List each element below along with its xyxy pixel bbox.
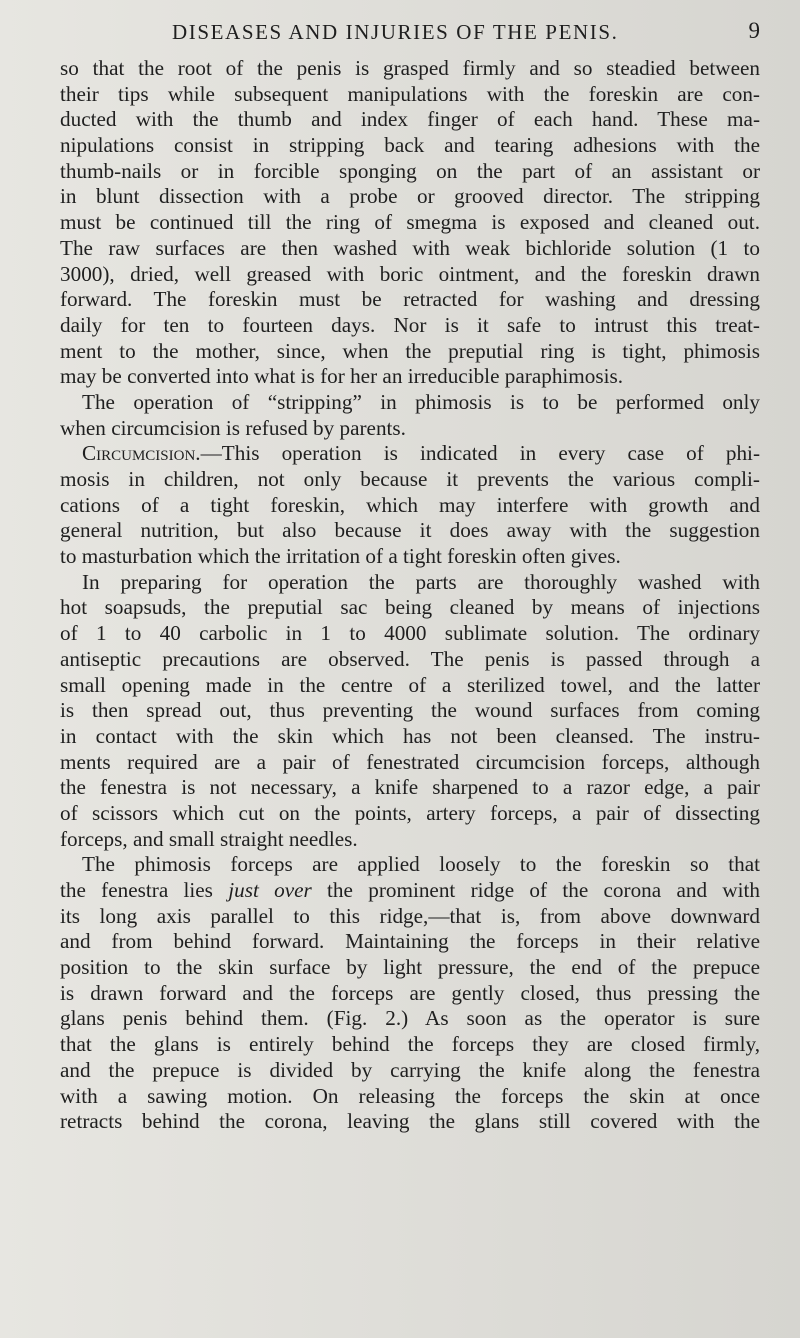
text-line: ducted with the thumb and index finger of each hand. These ma- bbox=[60, 107, 760, 132]
text-line: hot soapsuds, the preputial sac being cleaned by means of injections bbox=[60, 595, 760, 620]
text-line: of scissors which cut on the points, artery forceps, a pair of dissecting bbox=[60, 800, 760, 825]
text-run: the prominent ridge of the corona and with bbox=[311, 878, 760, 902]
text-line: glans penis behind them. (Fig. 2.) As soon as the operator is sure bbox=[60, 1006, 760, 1031]
text-line: The raw surfaces are then washed with weak bichloride solution (1 to bbox=[60, 235, 760, 260]
text-line: with a sawing motion. On releasing the forceps the skin at once bbox=[60, 1083, 760, 1108]
text-line: thumb-nails or in forcible sponging on the part of an assistant or bbox=[60, 158, 760, 183]
text-line: daily for ten to fourteen days. Nor is it safe to intrust this treat- bbox=[60, 312, 760, 337]
text-line: ments required are a pair of fenestrated circumcision forceps, although bbox=[60, 749, 760, 774]
text-line: its long axis parallel to this ridge,—that is, from above downward bbox=[60, 903, 760, 928]
text-line: nipulations consist in stripping back and tearing adhesions with the bbox=[60, 133, 760, 158]
text-line: is then spread out, thus preventing the wound surfaces from coming bbox=[60, 698, 760, 723]
section-heading-circumcision: Circumcision. bbox=[82, 441, 201, 466]
text-line: when circumcision is refused by parents. bbox=[60, 415, 406, 440]
text-line: to masturbation which the irritation of a tight foreskin often gives. bbox=[60, 544, 621, 569]
page-number: 9 bbox=[748, 18, 760, 43]
text-line: ment to the mother, since, when the preputial ring is tight, phimosis bbox=[60, 338, 760, 363]
text-line: so that the root of the penis is grasped firmly and so steadied between bbox=[60, 56, 760, 80]
text-line bbox=[60, 878, 760, 904]
text-line: may be converted into what is for her an irreducible paraphimosis. bbox=[60, 364, 624, 389]
text-line: must be continued till the ring of smegma is exposed and cleaned out. bbox=[60, 210, 760, 235]
text-line: The operation of “stripping” in phimosis is to be performed only bbox=[82, 389, 760, 414]
text-line: and the prepuce is divided by carrying the knife along the fenestra bbox=[60, 1057, 760, 1082]
text-line: of 1 to 40 carbolic in 1 to 4000 sublimate solution. The ordinary bbox=[60, 621, 760, 646]
text-run: —This operation is indicated in every case of phi- bbox=[200, 441, 760, 466]
body-text bbox=[60, 56, 760, 1135]
text-line: position to the skin surface by light pressure, the end of the prepuce bbox=[60, 955, 760, 980]
text-line: and from behind forward. Maintaining the forceps in their relative bbox=[60, 929, 760, 954]
text-line: antiseptic precautions are observed. The penis is passed through a bbox=[60, 646, 760, 671]
text-line: In preparing for operation the parts are thoroughly washed with bbox=[82, 569, 760, 594]
text-line: forward. The foreskin must be retracted for washing and dressing bbox=[60, 287, 760, 312]
text-line: forceps, and small straight needles. bbox=[60, 826, 358, 851]
emphasis-just-over: just over bbox=[228, 878, 312, 902]
text-line bbox=[60, 441, 760, 467]
text-line: in contact with the skin which has not been cleansed. The instru- bbox=[60, 723, 760, 748]
text-line: retracts behind the corona, leaving the glans still covered with the bbox=[60, 1109, 760, 1134]
text-line: is drawn forward and the forceps are gently closed, thus pressing the bbox=[60, 980, 760, 1005]
running-head bbox=[172, 14, 760, 54]
running-title: DISEASES AND INJURIES OF THE PENIS. bbox=[172, 20, 619, 44]
text-run: the fenestra lies bbox=[60, 878, 229, 902]
text-line: general nutrition, but also because it does away with the suggestion bbox=[60, 518, 760, 543]
text-line: mosis in children, not only because it prevents the various compli- bbox=[60, 467, 760, 491]
text-line: cations of a tight foreskin, which may interfere with growth and bbox=[60, 492, 760, 517]
text-line: the fenestra is not necessary, a knife sharpened to a razor edge, a pair bbox=[60, 775, 760, 800]
text-line: 3000), dried, well greased with boric ointment, and the foreskin drawn bbox=[60, 261, 760, 286]
text-line: small opening made in the centre of a sterilized towel, and the latter bbox=[60, 672, 760, 697]
text-line: that the glans is entirely behind the forceps they are closed firmly, bbox=[60, 1032, 760, 1057]
text-line: their tips while subsequent manipulations with the foreskin are con- bbox=[60, 81, 760, 106]
text-line: The phimosis forceps are applied loosely to the foreskin so that bbox=[82, 852, 760, 877]
text-line: in blunt dissection with a probe or grooved director. The stripping bbox=[60, 184, 760, 209]
